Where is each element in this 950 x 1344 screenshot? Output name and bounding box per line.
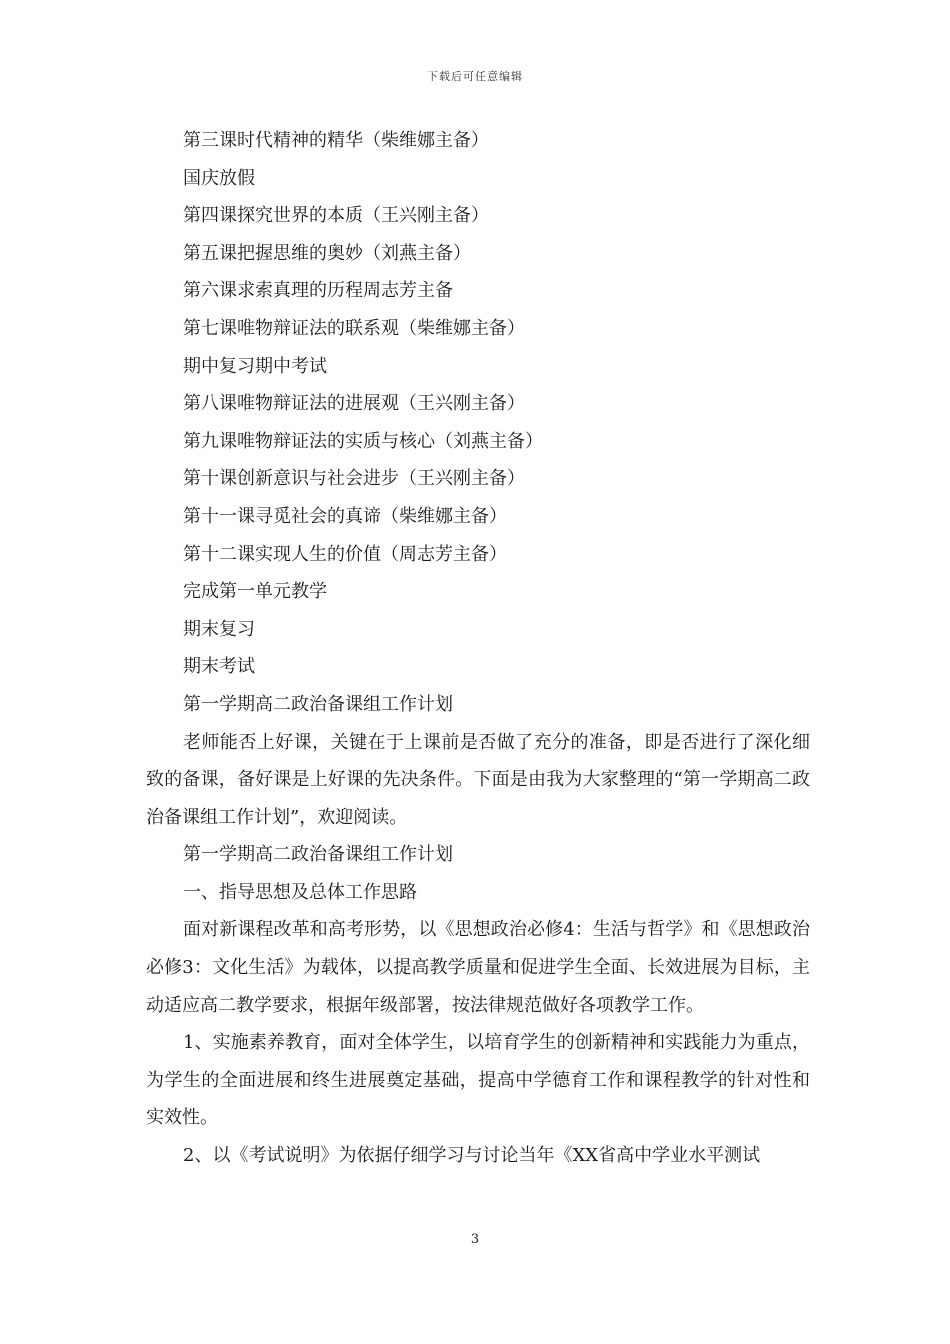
page-header-note: 下载后可任意编辑: [427, 70, 523, 83]
schedule-item: 第六课求索真理的历程周志芳主备: [183, 280, 453, 302]
document-body: [146, 122, 810, 1175]
schedule-item: 国庆放假: [183, 167, 255, 189]
section-heading: 一、指导思想及总体工作思路: [183, 881, 417, 903]
schedule-item: 第十课创新意识与社会进步（王兴刚主备）: [183, 468, 525, 490]
article-title: 第一学期高二政治备课组工作计划: [183, 693, 453, 715]
numbered-paragraph-1: 1、实施素养教育，面对全体学生，以培育学生的创新精神和实践能力为重点，为学生的全面进展和终生进展奠定基础，提高中学德育工作和课程教学的针对性和实效性。: [146, 1032, 810, 1129]
schedule-item: 期末考试: [183, 656, 255, 678]
schedule-item: 期中复习期中考试: [183, 355, 327, 377]
schedule-item: 第十一课寻觅社会的真谛（柴维娜主备）: [183, 505, 507, 527]
schedule-item: 第三课时代精神的精华（柴维娜主备）: [183, 130, 489, 151]
schedule-item: 第七课唯物辩证法的联系观（柴维娜主备）: [183, 317, 525, 339]
schedule-item: 期末复习: [183, 618, 255, 640]
schedule-item: 第九课唯物辩证法的实质与核心（刘燕主备）: [183, 430, 543, 452]
schedule-item: 第十二课实现人生的价值（周志芳主备）: [183, 543, 507, 565]
schedule-item: 第五课把握思维的奥妙（刘燕主备）: [183, 242, 471, 264]
page-number: 3: [470, 1232, 480, 1247]
schedule-item: 完成第一单元教学: [183, 581, 327, 603]
section-paragraph: 面对新课程改革和高考形势，以《思想政治必修4：生活与哲学》和《思想政治必修3：文化生活》为载体，以提高教学质量和促进学生全面、长效进展为目标，主动适应高二教学要求，根据年级部署，按法律规范做好各项教学工作。: [146, 919, 810, 1016]
numbered-paragraph-2: 2、以《考试说明》为依据仔细学习与讨论当年《XX省高中学业水平测试: [183, 1145, 761, 1167]
article-title-repeat: 第一学期高二政治备课组工作计划: [183, 844, 453, 866]
schedule-item: 第八课唯物辩证法的进展观（王兴刚主备）: [183, 393, 525, 415]
intro-paragraph: 老师能否上好课，关键在于上课前是否做了充分的准备，即是否进行了深化细致的备课，备好课是上好课的先决条件。下面是由我为大家整理的“第一学期高二政治备课组工作计划”，欢迎阅读。: [146, 731, 810, 828]
schedule-item: 第四课探究世界的本质（王兴刚主备）: [183, 205, 489, 227]
